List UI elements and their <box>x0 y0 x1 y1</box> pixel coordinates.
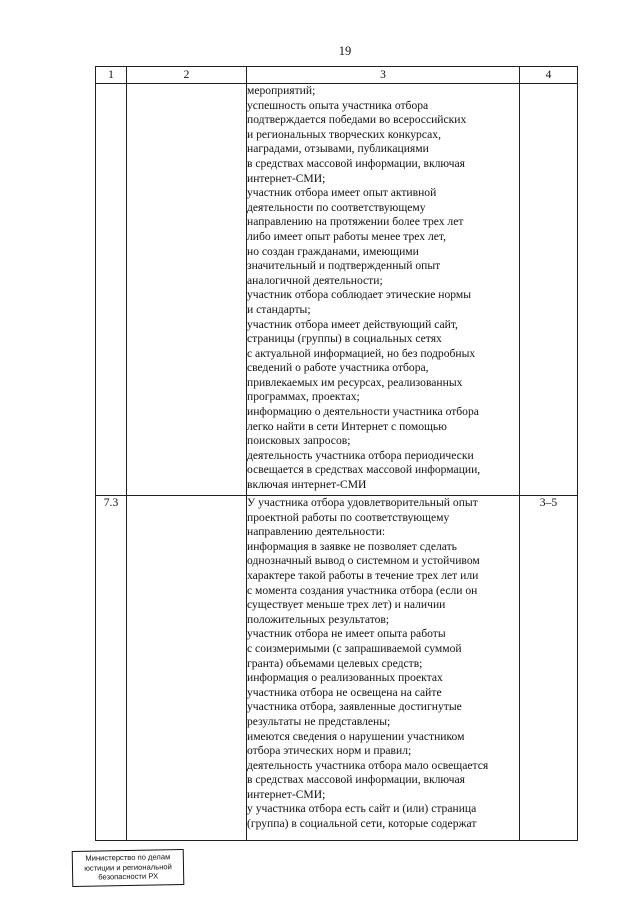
text-line: с момента создания участника отбора (если он <box>247 583 478 597</box>
text-line: У участника отбора удовлетворительный опыт <box>247 496 478 509</box>
score-cell: 3–5 <box>520 496 578 841</box>
text-line: и стандарты; <box>247 302 311 316</box>
stamp-line: Министерство по делам <box>85 852 171 863</box>
text-line: участник отбора соблюдает этические нормы <box>247 288 472 302</box>
text-line: результаты не представлены; <box>247 714 391 728</box>
text-line: легко найти в сети Интернет с помощью <box>247 419 447 433</box>
text-line: с соизмеримыми (с запрашиваемой суммой <box>247 641 462 655</box>
text-line: имеются сведения о нарушении участником <box>247 729 465 743</box>
text-line: успешность опыта участника отбора <box>247 98 429 112</box>
text-line: значительный и подтвержденный опыт <box>247 259 441 273</box>
text-line: участник отбора имеет действующий сайт, <box>247 317 458 331</box>
page-number: 19 <box>338 44 352 58</box>
text-line: наградами, отзывами, публикациями <box>247 142 429 156</box>
text-line: деятельности по соответствующему <box>247 200 426 214</box>
text-line: информация о реализованных проектах <box>247 671 443 685</box>
text-line: мероприятий; <box>247 84 316 97</box>
text-line: участника отбора, заявленные достигнутые <box>247 700 462 714</box>
text-line: гранта) объемами целевых средств; <box>247 656 423 670</box>
table-header-row <box>96 67 578 84</box>
column-header: 2 <box>127 67 247 84</box>
text-line: подтверждается победами во всероссийских <box>247 113 467 127</box>
text-line: в средствах массовой информации, включая <box>247 156 465 170</box>
criteria-table <box>95 66 578 841</box>
text-line: существует меньше трех лет) и наличии <box>247 598 446 612</box>
text-line: в средствах массовой информации, включая <box>247 773 465 787</box>
table-row <box>96 84 578 496</box>
text-line: и региональных творческих конкурсах, <box>247 127 441 141</box>
text-line: деятельность участника отбора мало освещается <box>247 758 489 772</box>
text-line: освещается в средствах массовой информации, <box>247 463 481 477</box>
ministry-stamp <box>72 849 185 886</box>
column-header: 4 <box>520 67 578 84</box>
text-line: интернет-СМИ; <box>247 171 326 185</box>
text-line: включая интернет-СМИ <box>247 478 367 492</box>
stamp-line: юстиции и региональной <box>84 861 172 873</box>
text-line: однозначный вывод о системном и устойчивом <box>247 554 480 568</box>
text-line: сведений о работе участника отбора, <box>247 361 429 375</box>
row-name-cell <box>127 496 247 841</box>
column-header: 3 <box>247 67 520 84</box>
text-line: направлению деятельности: <box>247 525 386 539</box>
text-line: страницы (группы) в социальных сетях <box>247 332 442 346</box>
text-line: проектной работы по соответствующему <box>247 510 450 524</box>
criteria-text-cell <box>247 84 520 496</box>
criteria-text-cell <box>247 496 520 841</box>
stamp-line: безопасности РХ <box>98 871 159 882</box>
text-line: участник отбора не имеет опыта работы <box>247 627 446 641</box>
text-line: положительных результатов; <box>247 612 390 626</box>
table-row <box>96 496 578 841</box>
text-line: либо имеет опыт работы менее трех лет, <box>247 229 446 243</box>
text-line: с актуальной информацией, но без подробных <box>247 346 476 360</box>
row-name-cell <box>127 84 247 496</box>
column-header: 1 <box>96 67 127 84</box>
text-line: характере такой работы в течение трех лет или <box>247 568 479 582</box>
score-cell <box>520 84 578 496</box>
text-line: интернет-СМИ; <box>247 787 326 801</box>
text-line: деятельность участника отбора периодически <box>247 448 474 462</box>
text-line: информация в заявке не позволяет сделать <box>247 539 457 553</box>
text-line: но создан гражданами, имеющими <box>247 244 419 258</box>
text-line: участник отбора имеет опыт активной <box>247 186 437 200</box>
text-line: поисковых запросов; <box>247 434 351 448</box>
text-line: отбора этических норм и правил; <box>247 744 412 758</box>
text-line: аналогичной деятельности; <box>247 273 383 287</box>
row-number-cell: 7.3 <box>96 496 127 841</box>
text-line: программах, проектах; <box>247 390 360 404</box>
text-line: информацию о деятельности участника отбора <box>247 405 479 419</box>
text-line: у участника отбора есть сайт и (или) страница <box>247 802 477 816</box>
text-line: участника отбора не освещена на сайте <box>247 685 442 699</box>
text-line: (группа) в социальной сети, которые содержат <box>247 817 477 831</box>
text-line: направлению на протяжении более трех лет <box>247 215 464 229</box>
row-number-cell <box>96 84 127 496</box>
text-line: привлекаемых им ресурсах, реализованных <box>247 375 463 389</box>
